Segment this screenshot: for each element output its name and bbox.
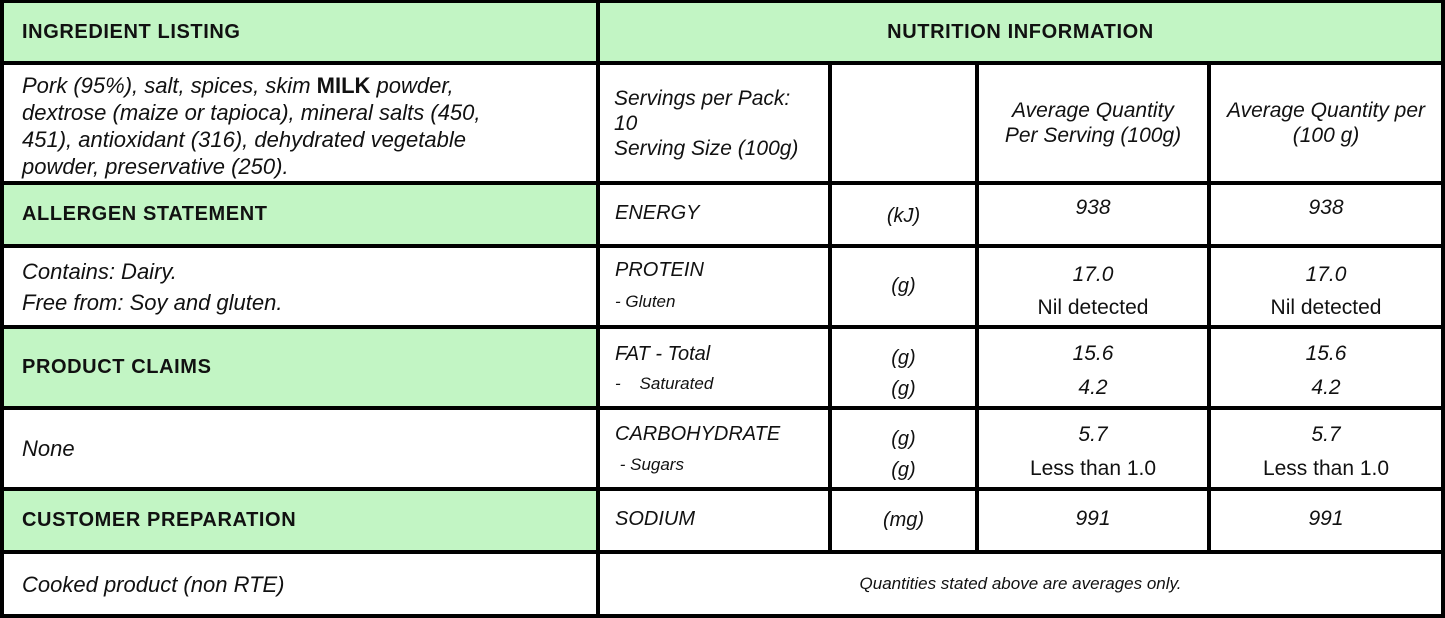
unit-text: (mg) <box>882 509 925 531</box>
sodium-per-serving <box>979 491 1207 550</box>
grid-line <box>0 614 1445 618</box>
value-sub-text: 4.2 <box>1311 376 1341 399</box>
carbohydrate-per-serving <box>979 410 1207 487</box>
grid-line <box>1441 0 1445 618</box>
nutrient-unit-carbohydrate <box>832 410 975 487</box>
energy-per-serving <box>979 185 1207 244</box>
nutrient-label-fat <box>600 329 828 406</box>
value-text: 991 <box>1075 507 1111 530</box>
allergen-contains: Contains: Dairy. <box>22 258 177 284</box>
ingredient-heading <box>4 3 596 61</box>
nutrient-label-sodium <box>600 491 828 550</box>
nutrient-sub-name: - Gluten <box>615 292 676 311</box>
allergen-heading-text: ALLERGEN STATEMENT <box>22 203 268 225</box>
col-per-serving-line1: Average Quantity <box>1012 99 1174 122</box>
nutrient-label-carbohydrate <box>600 410 828 487</box>
ingredient-text: powder, <box>370 73 454 98</box>
claims-heading <box>4 329 596 406</box>
nutrition-heading-text: NUTRITION INFORMATION <box>887 20 1154 43</box>
nutrition-footnote <box>600 554 1441 614</box>
ingredient-line: 451), antioxidant (316), dehydrated vegetable <box>22 127 466 152</box>
col-per-100-line1: Average Quantity per <box>1226 99 1426 122</box>
value-text: 17.0 <box>1305 263 1347 286</box>
claims-value-text: None <box>22 436 75 461</box>
nutrient-name: PROTEIN <box>615 259 704 281</box>
protein-per-100g <box>1211 248 1441 325</box>
nutrient-name: FAT - Total <box>615 343 711 365</box>
value-text: 15.6 <box>1305 342 1347 365</box>
ingredient-heading-text: INGREDIENT LISTING <box>22 20 241 43</box>
nutrient-label-protein <box>600 248 828 325</box>
allergen-statement <box>4 248 596 325</box>
serving-size: Serving Size (100g) <box>614 136 799 160</box>
prep-heading-text: CUSTOMER PREPARATION <box>22 509 297 531</box>
value-text: 17.0 <box>1072 263 1114 286</box>
allergen-heading <box>4 185 596 244</box>
servings-info <box>600 65 828 181</box>
servings-count: 10 <box>614 111 638 135</box>
unit-text: (g) <box>891 275 916 297</box>
sub-unit-text: (g) <box>891 459 916 481</box>
value-text: 5.7 <box>1078 423 1108 446</box>
ingredient-line: powder, preservative (250). <box>22 154 289 179</box>
fat-per-100g <box>1211 329 1441 406</box>
sub-unit-text: (g) <box>891 378 916 400</box>
value-sub-text: Nil detected <box>1037 296 1149 319</box>
sodium-per-100g <box>1211 491 1441 550</box>
unit-text: (kJ) <box>886 205 921 227</box>
carbohydrate-per-100g <box>1211 410 1441 487</box>
value-sub-text: Less than 1.0 <box>1029 457 1157 480</box>
nutrient-sub-name: - Saturated <box>615 374 714 393</box>
allergen-free-from: Free from: Soy and gluten. <box>22 289 283 315</box>
prep-value <box>4 554 596 614</box>
nutrient-label-energy <box>600 185 828 244</box>
nutrition-heading <box>600 3 1441 61</box>
protein-per-serving <box>979 248 1207 325</box>
nutrient-unit-sodium <box>832 491 975 550</box>
nutrient-unit-protein <box>832 248 975 325</box>
prep-value-text: Cooked product (non RTE) <box>22 571 285 597</box>
claims-heading-text: PRODUCT CLAIMS <box>22 356 212 378</box>
value-text: 938 <box>1075 196 1111 219</box>
value-text: 15.6 <box>1072 342 1114 365</box>
prep-heading <box>4 491 596 550</box>
ingredient-text: Pork (95%), salt, spices, skim <box>22 73 317 98</box>
value-text: 991 <box>1308 507 1344 530</box>
nutrient-unit-energy <box>832 185 975 244</box>
fat-per-serving <box>979 329 1207 406</box>
nutrient-name: CARBOHYDRATE <box>615 423 781 445</box>
nutrient-sub-name: - Sugars <box>615 455 684 474</box>
nutrient-name: ENERGY <box>615 202 700 224</box>
claims-value <box>4 410 596 487</box>
unit-text: (g) <box>891 428 916 450</box>
col-per-serving-header <box>979 65 1207 181</box>
value-text: 5.7 <box>1311 423 1341 446</box>
value-sub-text: Less than 1.0 <box>1262 457 1390 480</box>
allergen-milk: MILK <box>316 73 371 98</box>
value-text: 938 <box>1308 196 1344 219</box>
col-per-serving-line2: Per Serving (100g) <box>1004 124 1182 147</box>
servings-per-pack: Servings per Pack: <box>614 86 791 110</box>
value-sub-text: 4.2 <box>1078 376 1108 399</box>
unit-text: (g) <box>891 347 916 369</box>
col-per-100-header <box>1211 65 1441 181</box>
energy-per-100g <box>1211 185 1441 244</box>
ingredient-line: dextrose (maize or tapioca), mineral salts (450, <box>22 100 481 125</box>
nutrient-unit-fat <box>832 329 975 406</box>
col-per-100-line2: (100 g) <box>1292 124 1360 147</box>
value-sub-text: Nil detected <box>1270 296 1382 319</box>
ingredient-line <box>22 72 596 99</box>
ingredient-list <box>4 65 596 181</box>
nutrient-name: SODIUM <box>615 508 695 530</box>
footnote-text: Quantities stated above are averages only. <box>859 574 1182 593</box>
